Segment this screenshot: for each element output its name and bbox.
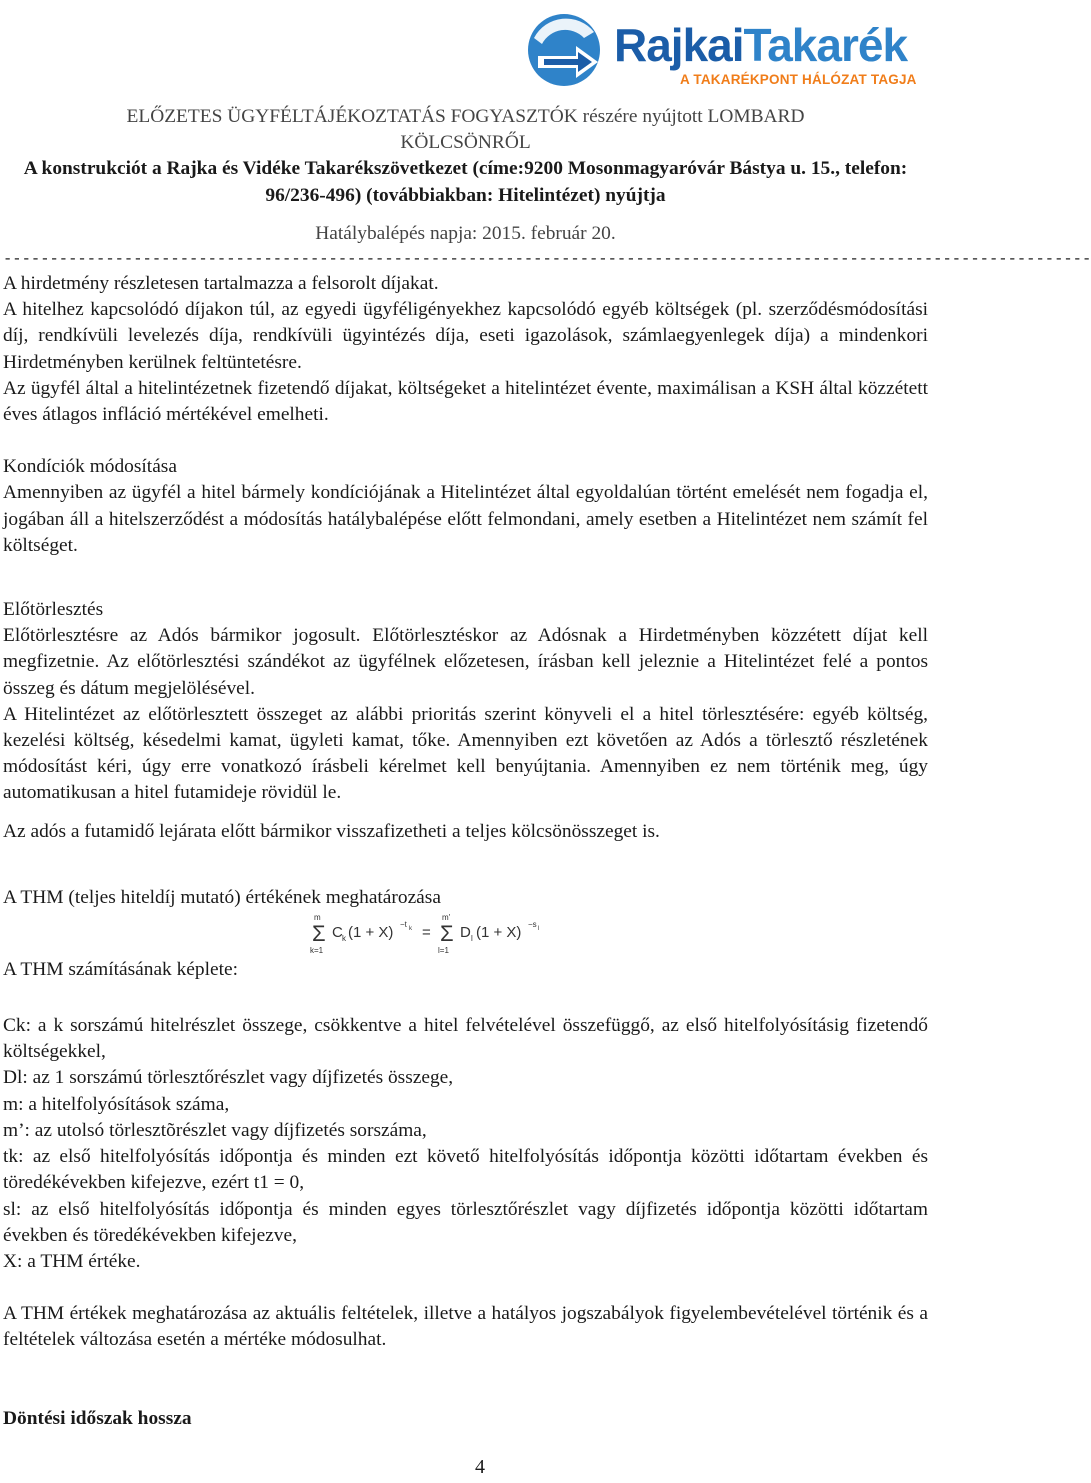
- logo: [524, 8, 944, 98]
- formula-equals: =: [422, 924, 431, 942]
- formula-lhs-lower-limit: k=1: [310, 946, 324, 956]
- effective-date: Hatálybalépés napja: 2015. február 20.: [315, 222, 616, 244]
- thm-def-ck: Ck: a k sorszámú hitelrészlet összege, csökkentve a hitel felvételével összefüggő, az első hitelfolyósításig fizetendő költségekkel,: [3, 1015, 928, 1063]
- title-line-1: ELŐZETES ÜGYFÉLTÁJÉKOZTATÁS FOGYASZTÓK részére nyújtott LOMBARD: [126, 106, 805, 127]
- intro-paragraph-1: A hirdetmény részletesen tartalmazza a felsorolt díjakat.: [3, 273, 439, 295]
- prepayment-paragraph-3: Az adós a futamidő lejárata előtt bármikor visszafizetheti a teljes kölcsönösszeget is.: [3, 820, 660, 842]
- prepayment-paragraph-1: Előtörlesztésre az Adós bármikor jogosult. Előtörlesztéskor az Adósnak a Hirdetményben közzétett díjat kell megfizetnie. Az előtörlesztési szándékot az ügyfélnek előzetesen, írásban kell jeleznie a Hitelintézet felé a pontos összeg és dátum megjelölésével.: [3, 625, 928, 699]
- formula-lhs-body: (1 + X): [348, 924, 394, 942]
- formula-rhs-sum-sign: Σ: [440, 921, 454, 947]
- intro-paragraph-3: Az ügyfél által a hitelintézetnek fizetendő díjakat, költségeket a hitelintézet évente, maximálisan a KSH által közzétett éves átlagos infláció mértékével emelheti.: [3, 377, 928, 426]
- rajkai-takarek-logo-icon: [524, 8, 608, 92]
- formula-lhs-upper-limit: m: [314, 913, 321, 923]
- thm-def-x: X: a THM értéke.: [3, 1250, 141, 1272]
- conditions-text: Amennyiben az ügyfél a hitel bármely kondíciójának a Hitelintézet által egyoldalúan történt emelését nem fogadja el, jogában áll a hitelszerződést a módosítás hatálybalépése előtt felmondani, amely esetben a Hitelintézet nem számít fel költséget.: [3, 482, 928, 556]
- separator-line: ---------------------------------------------------------------------------------------------------------------------: [3, 250, 1091, 269]
- formula-lhs-subscript: k: [342, 934, 346, 944]
- formula-rhs-body: (1 + X): [476, 924, 522, 942]
- provider-info: A konstrukciót a Rajka és Vidéke Takarékszövetkezet (címe:9200 Mosonmagyaróvár Bástya u. 15., telefon: 96/236-496) (továbbiakban: Hitelintézet) nyújtja: [23, 158, 908, 206]
- formula-lhs-term: C: [332, 924, 343, 942]
- thm-formula-label: A THM számításának képlete:: [3, 959, 238, 981]
- page-number: 4: [475, 1456, 485, 1478]
- thm-heading: A THM (teljes hiteldíj mutató) értékének meghatározása: [3, 886, 441, 908]
- thm-def-dl: Dl: az 1 sorszámú törlesztőrészlet vagy díjfizetés összege,: [3, 1067, 454, 1089]
- title-line-2: KÖLCSÖNRŐL: [400, 132, 531, 154]
- logo-tagline: A TAKARÉKPONT HÁLÓZAT TAGJA: [680, 72, 917, 87]
- intro-paragraph-2: A hitelhez kapcsolódó díjakon túl, az egyedi ügyféligényekhez kapcsolódó egyéb költségek (pl. szerződésmódosítási díj, rendkívüli levelezés díja, rendkívüli ügyintézés díja, eseti igazolások, számlaegyenlegek díja) a mindenkori Hirdetményben kerülnek feltüntetésre.: [3, 299, 928, 373]
- thm-def-m: m: a hitelfolyósítások száma,: [3, 1093, 230, 1115]
- formula-rhs-upper-limit: m': [442, 913, 451, 923]
- document-body: [3, 104, 1091, 1432]
- thm-note: A THM értékek meghatározása az aktuális feltételek, illetve a hatályos jogszabályok figyelembevételével történik és a feltételek változása esetén a mértéke módosulhat.: [3, 1303, 928, 1351]
- conditions-heading: Kondíciók módosítása: [3, 456, 177, 478]
- formula-lhs-sum-sign: Σ: [312, 921, 326, 947]
- prepayment-heading: Előtörlesztés: [3, 599, 104, 621]
- thm-def-tk: tk: az első hitelfolyósítás időpontja és minden ezt követő hitelfolyósítás időpontja közötti időtartam években és töredékévekben kifejezve, ezért t1 = 0,: [3, 1146, 928, 1194]
- formula-lhs-exponent-sub: k: [409, 926, 412, 933]
- formula-rhs-term: D: [460, 924, 471, 942]
- thm-def-sl: sl: az első hitelfolyósítás időpontja és minden egyes törlesztőrészlet vagy díjfizetés időpontja közötti időtartam években és töredékévekben kifejezve,: [3, 1198, 928, 1246]
- formula-rhs-lower-limit: l=1: [438, 946, 449, 956]
- formula-rhs-exponent-sub: l: [538, 926, 540, 933]
- thm-formula: [308, 911, 558, 959]
- thm-formula-row: [3, 911, 928, 991]
- logo-brand-part1: Rajkai: [614, 19, 744, 71]
- formula-lhs-exponent: −t: [400, 920, 407, 930]
- prepayment-paragraph-2: A Hitelintézet az előtörlesztett összeget az alábbi prioritás szerint könyveli el a hitel törlesztésére: egyéb költség, kezelési költség, késedelmi kamat, ügyleti kamat, tőke. Amennyiben ezt követően az Adós a törlesztő részletének módosítást kéri, úgy erre vonatkozó írásbeli kérelmet kell benyújtania. Amennyiben ez nem történik meg, úgy automatikusan a hitel futamideje rövidül le.: [3, 703, 928, 804]
- decision-heading: Döntési időszak hossza: [3, 1407, 192, 1429]
- formula-rhs-exponent: −s: [528, 920, 537, 930]
- formula-rhs-subscript: l: [471, 934, 473, 944]
- logo-wordmark: [614, 20, 907, 70]
- logo-brand-part2: Takarék: [743, 19, 908, 71]
- thm-def-m-prime: m’: az utolsó törlesztõrészlet vagy díjfizetés sorszáma,: [3, 1119, 427, 1141]
